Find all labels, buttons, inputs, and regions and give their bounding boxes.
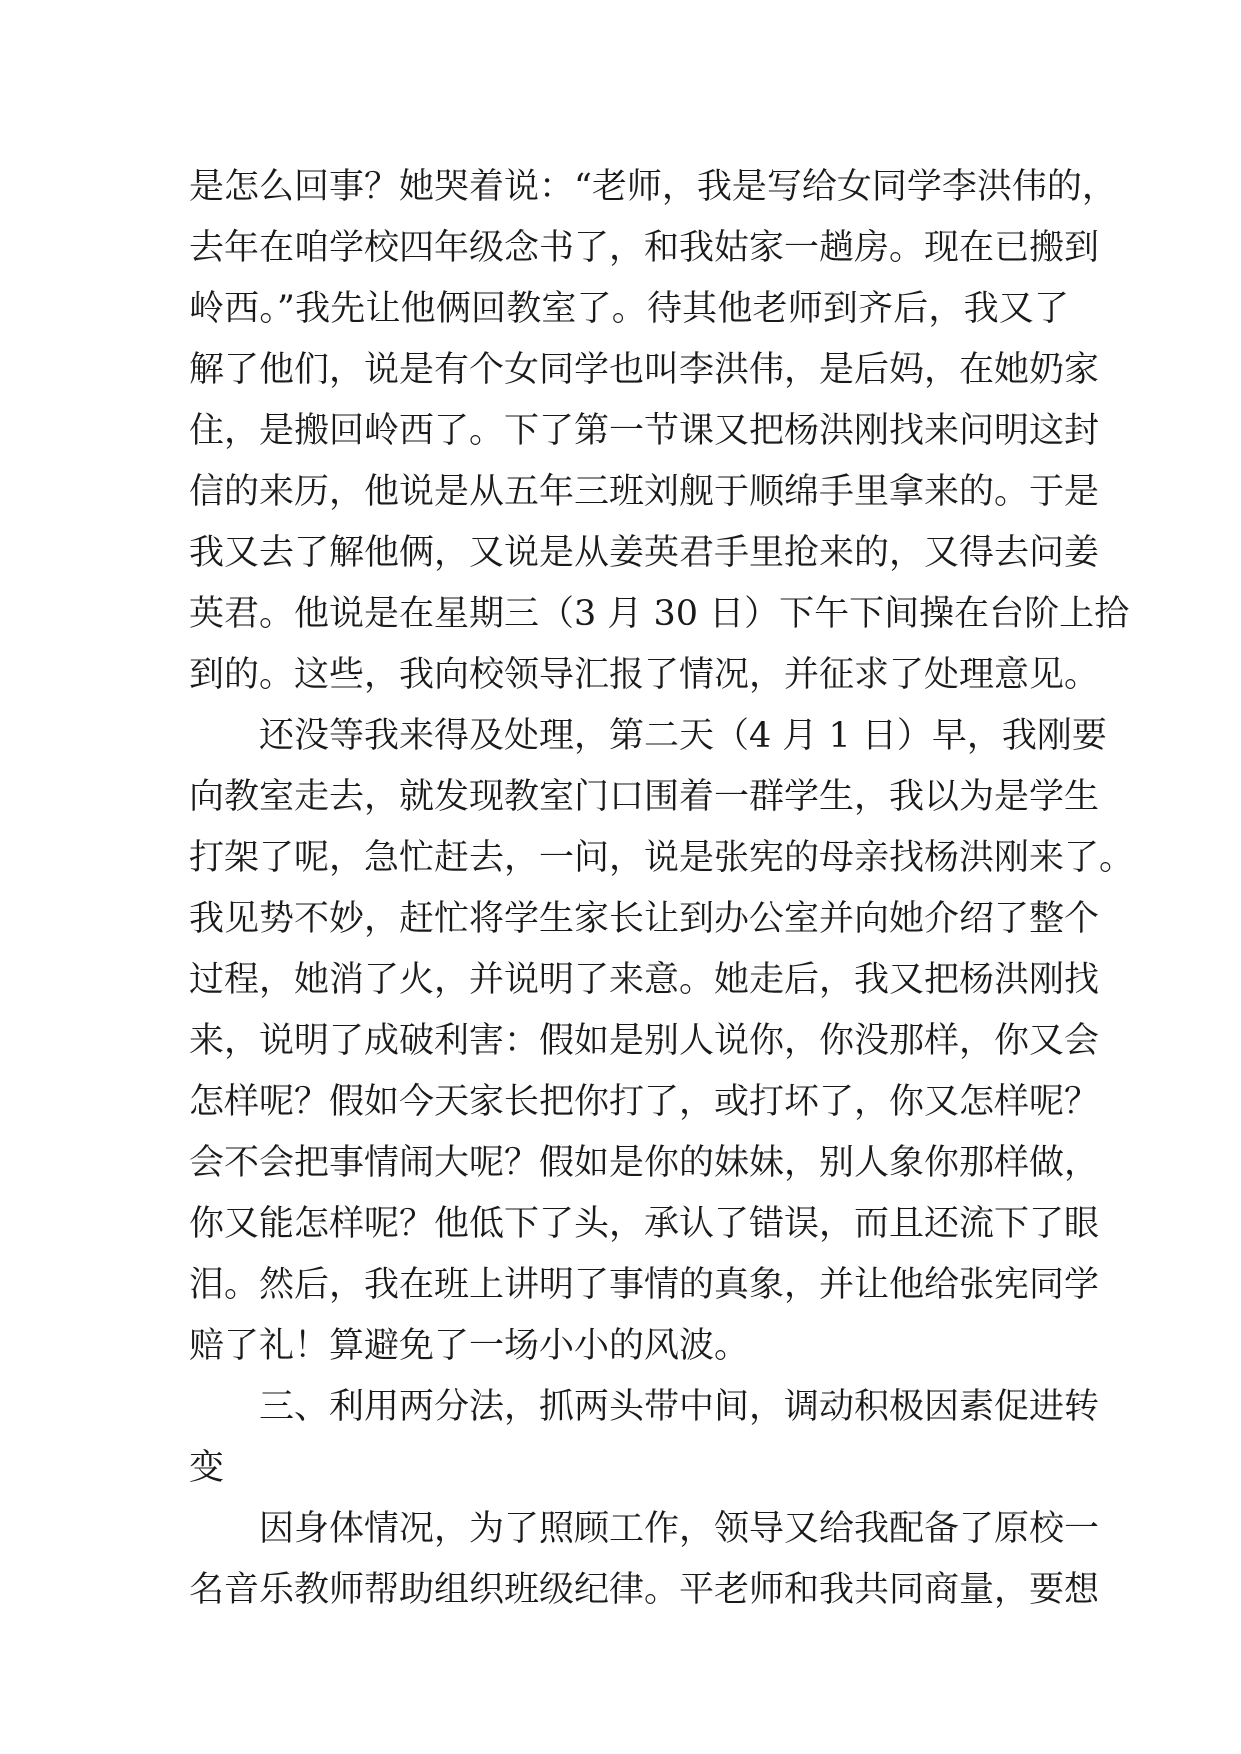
text-line: 信的来历，他说是从五年三班刘舰于顺绵手里拿来的。于是 bbox=[189, 472, 1100, 512]
section-heading-continued: 变 bbox=[189, 1448, 225, 1488]
text-line: 名音乐教师帮助组织班级纪律。平老师和我共同商量，要想 bbox=[189, 1570, 1100, 1610]
section-heading: 三、利用两分法，抓两头带中间，调动积极因素促进转 bbox=[259, 1387, 1100, 1427]
text-line: 是怎么回事？她哭着说：“老师，我是写给女同学李洪伟的， bbox=[189, 167, 1117, 207]
text-line: 岭西。”我先让他俩回教室了。待其他老师到齐后，我又了 bbox=[189, 289, 1069, 329]
paragraph-first-line: 还没等我来得及处理，第二天（4 月 1 日）早，我刚要 bbox=[259, 716, 1107, 756]
text-line: 怎样呢？假如今天家长把你打了，或打坏了，你又怎样呢？ bbox=[189, 1082, 1100, 1122]
text-line: 住，是搬回岭西了。下了第一节课又把杨洪刚找来问明这封 bbox=[189, 411, 1100, 451]
text-line: 过程，她消了火，并说明了来意。她走后，我又把杨洪刚找 bbox=[189, 960, 1100, 1000]
body-text bbox=[189, 157, 1135, 1621]
text-line: 向教室走去，就发现教室门口围着一群学生，我以为是学生 bbox=[189, 777, 1100, 817]
text-line: 来，说明了成破利害：假如是别人说你，你没那样，你又会 bbox=[189, 1021, 1100, 1061]
paragraph-first-line: 因身体情况，为了照顾工作，领导又给我配备了原校一 bbox=[259, 1509, 1100, 1549]
text-line: 我见势不妙，赶忙将学生家长让到办公室并向她介绍了整个 bbox=[189, 899, 1100, 939]
text-line: 打架了呢，急忙赶去，一问，说是张宪的母亲找杨洪刚来了。 bbox=[189, 838, 1135, 878]
text-line: 去年在咱学校四年级念书了，和我姑家一趟房。现在已搬到 bbox=[189, 228, 1100, 268]
text-line: 你又能怎样呢？他低下了头，承认了错误，而且还流下了眼 bbox=[189, 1204, 1100, 1244]
text-line: 到的。这些，我向校领导汇报了情况，并征求了处理意见。 bbox=[189, 655, 1100, 695]
text-line: 解了他们，说是有个女同学也叫李洪伟，是后妈，在她奶家 bbox=[189, 350, 1100, 390]
paragraph-last-line: 赔了礼！算避免了一场小小的风波。 bbox=[189, 1326, 750, 1366]
text-line: 会不会把事情闹大呢？假如是你的妹妹，别人象你那样做， bbox=[189, 1143, 1100, 1183]
text-line: 英君。他说是在星期三（3 月 30 日）下午下间操在台阶上拾 bbox=[189, 594, 1130, 634]
text-line: 我又去了解他俩，又说是从姜英君手里抢来的，又得去问姜 bbox=[189, 533, 1100, 573]
text-line: 泪。然后，我在班上讲明了事情的真象，并让他给张宪同学 bbox=[189, 1265, 1100, 1305]
